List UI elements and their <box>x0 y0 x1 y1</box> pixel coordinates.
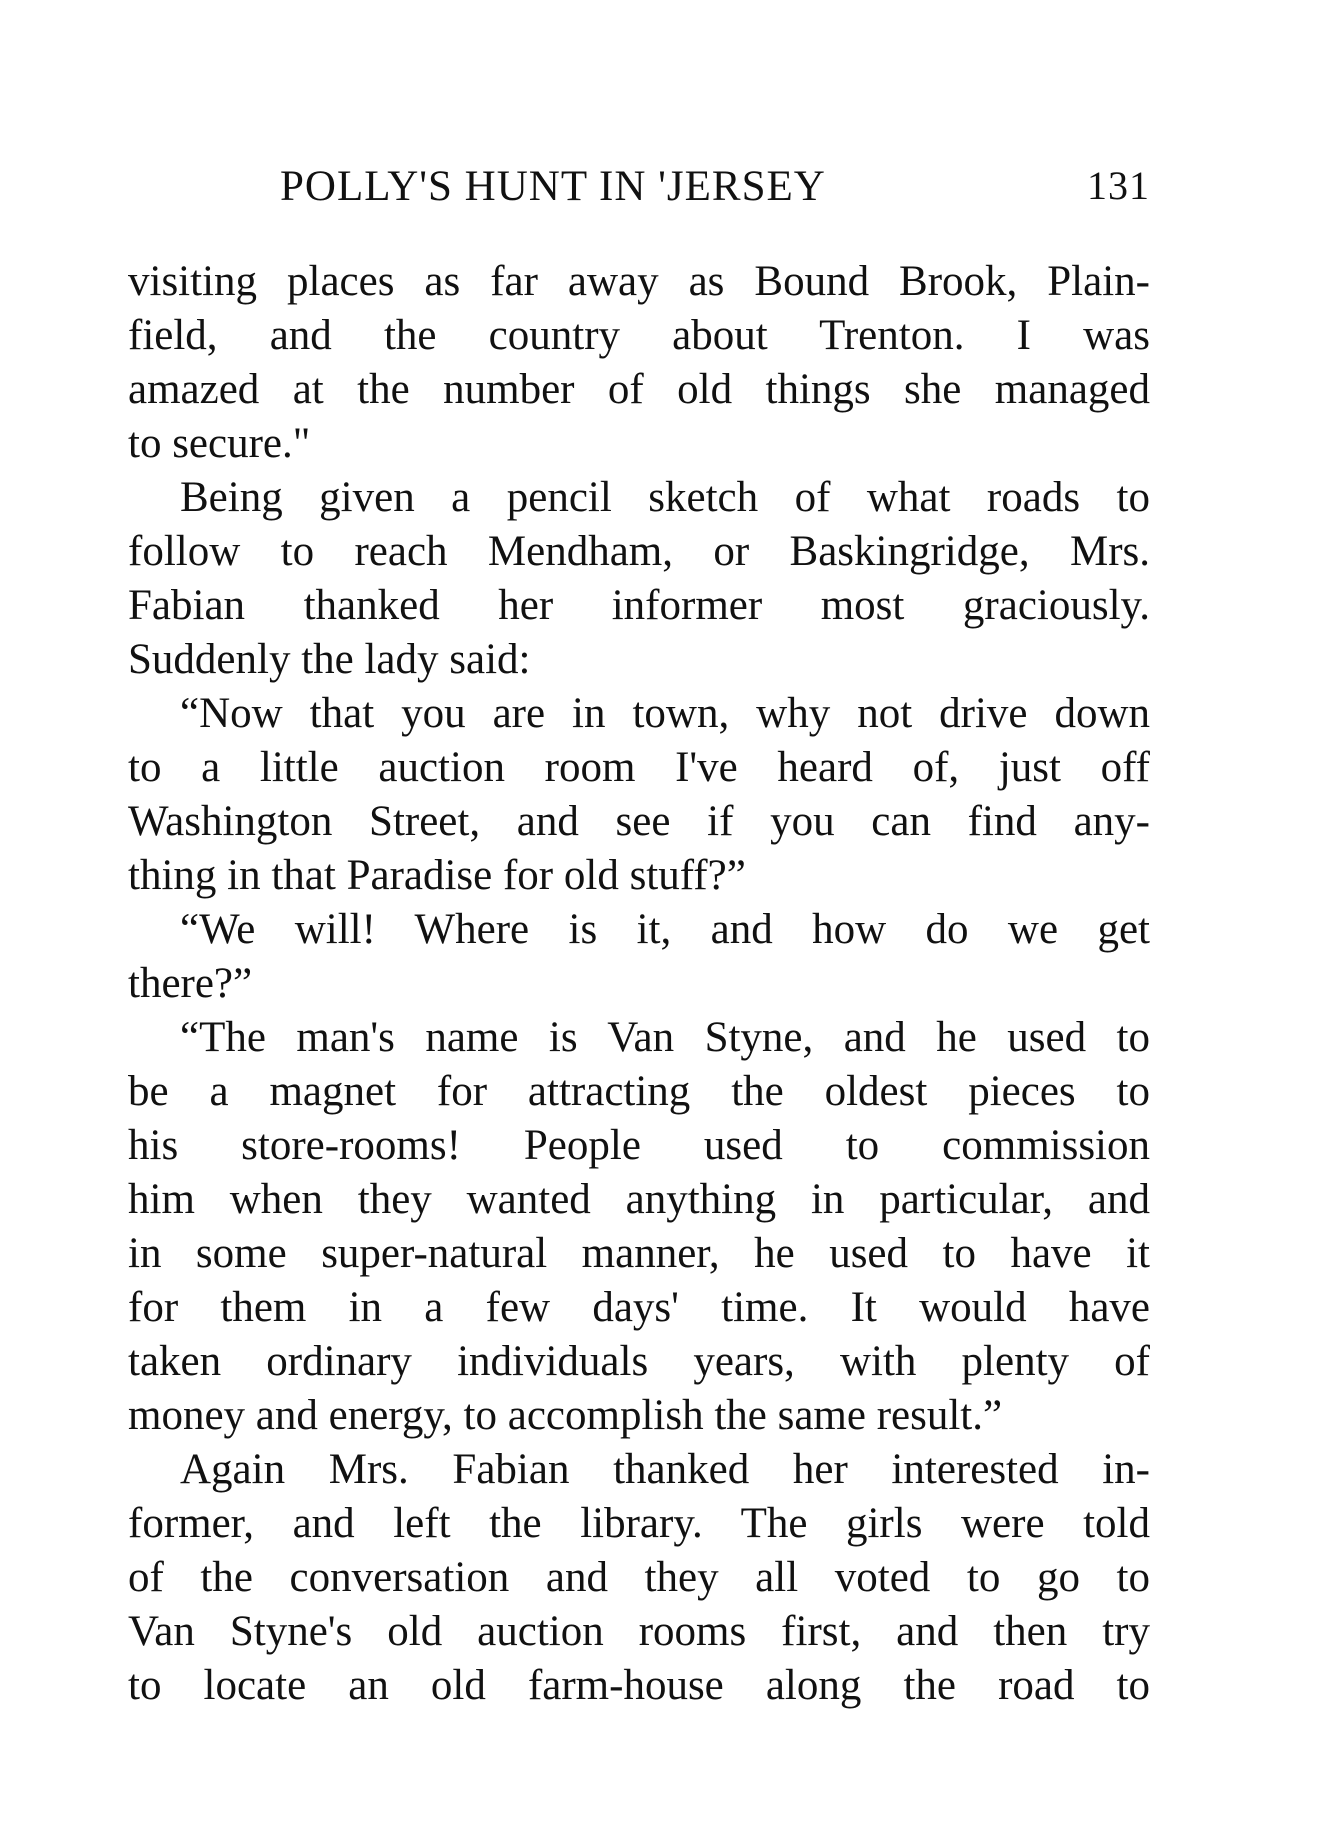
running-head <box>280 162 1150 222</box>
text-line: in some super-natural manner, he used to have it <box>128 1230 1150 1277</box>
text-line: thing in that Paradise for old stuff?” <box>128 852 746 899</box>
body-text <box>128 255 1150 1713</box>
text-line: for them in a few days' time. It would have <box>128 1284 1150 1331</box>
text-line: him when they wanted anything in particular, and <box>128 1176 1150 1223</box>
page-number: 131 <box>1087 163 1150 208</box>
text-line: Again Mrs. Fabian thanked her interested in- <box>180 1446 1150 1493</box>
text-line: Being given a pencil sketch of what roads to <box>180 474 1150 521</box>
text-line: to a little auction room I've heard of, just off <box>128 744 1150 791</box>
text-line: of the conversation and they all voted to go to <box>128 1554 1150 1601</box>
text-line: “We will! Where is it, and how do we get <box>180 906 1150 953</box>
text-line: Suddenly the lady said: <box>128 636 531 683</box>
text-line: former, and left the library. The girls were told <box>128 1500 1150 1547</box>
text-line: be a magnet for attracting the oldest pieces to <box>128 1068 1150 1115</box>
text-line: amazed at the number of old things she managed <box>128 366 1150 413</box>
text-line: to locate an old farm-house along the road to <box>128 1662 1150 1709</box>
running-title: POLLY'S HUNT IN 'JERSEY <box>280 163 826 210</box>
text-line: “The man's name is Van Styne, and he used to <box>180 1014 1150 1061</box>
text-line: money and energy, to accomplish the same result.” <box>128 1392 1003 1439</box>
text-line: Van Styne's old auction rooms first, and then try <box>128 1608 1150 1655</box>
text-line: visiting places as far away as Bound Brook, Plain- <box>128 258 1150 305</box>
text-line: Fabian thanked her informer most graciously. <box>128 582 1150 629</box>
text-line: taken ordinary individuals years, with plenty of <box>128 1338 1150 1385</box>
text-line: his store-rooms! People used to commission <box>128 1122 1150 1169</box>
text-line: Washington Street, and see if you can find any- <box>128 798 1150 845</box>
text-line: field, and the country about Trenton. I was <box>128 312 1150 359</box>
text-line: to secure." <box>128 420 311 467</box>
text-line: there?” <box>128 960 253 1007</box>
text-line: “Now that you are in town, why not drive down <box>180 690 1150 737</box>
text-line: follow to reach Mendham, or Baskingridge, Mrs. <box>128 528 1150 575</box>
